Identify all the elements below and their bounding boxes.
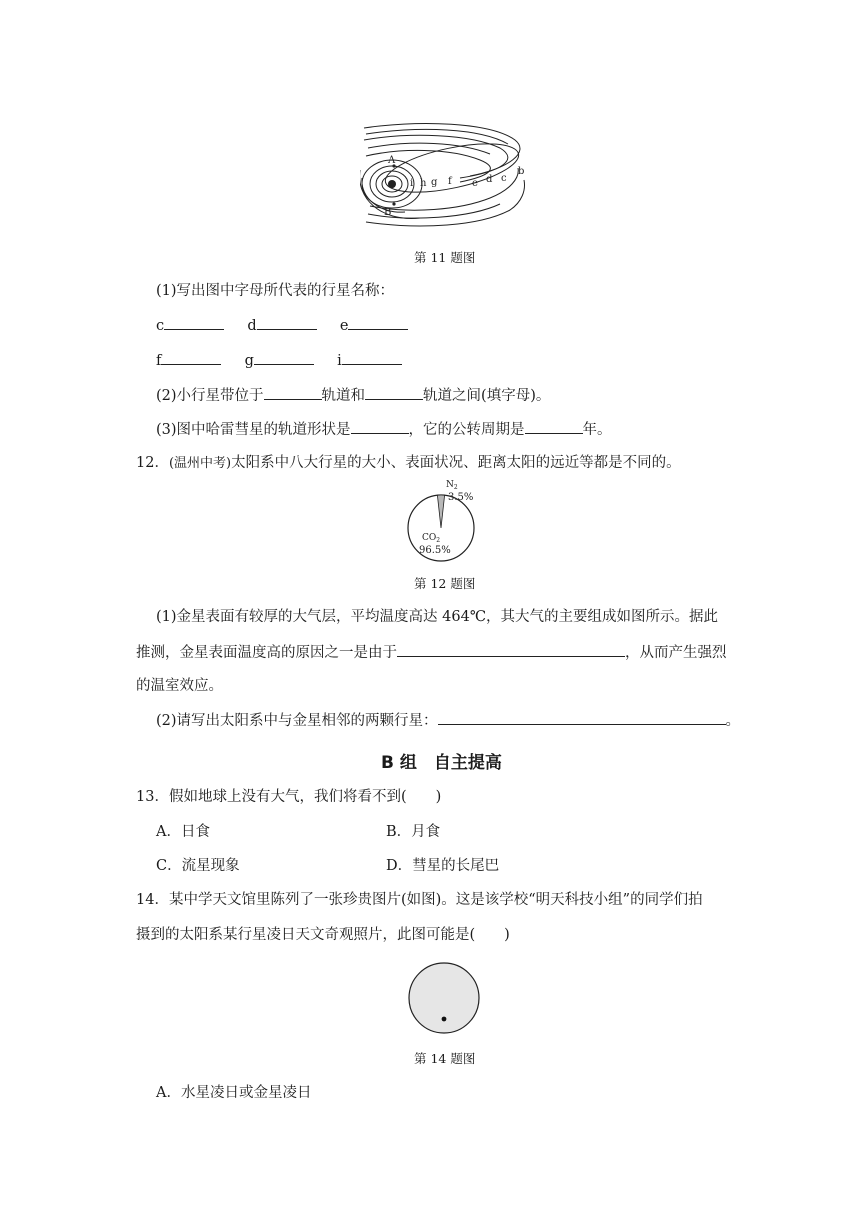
q13-option-d[interactable]: D．彗星的长尾巴 xyxy=(386,858,500,874)
q12-part1-line3: 的温室效应。 xyxy=(136,678,223,694)
fig11-label-A: A xyxy=(388,155,396,166)
q11-label-e: e xyxy=(339,318,349,334)
fig11-label-O: O xyxy=(388,180,397,191)
q14-stem-line1: 14．某中学天文馆里陈列了一张珍贵图片(如图)。这是该学校“明天科技小组”的同学们拍 xyxy=(136,892,703,908)
q11-label-f: f xyxy=(156,353,162,369)
fig11-label-B: B xyxy=(384,207,392,218)
figure-11-orbits xyxy=(360,118,530,234)
q11-part1: (1)写出图中字母所代表的行星名称： xyxy=(156,283,395,299)
q12-part2-text-b: 。 xyxy=(725,713,741,729)
pie-value-co2: 96.5% xyxy=(419,545,451,556)
q12-part1-line1: (1)金星表面有较厚的大气层，平均温度高达 464℃，其大气的主要组成如图所示。据此 xyxy=(156,609,719,625)
q13-stem: 13．假如地球上没有大气，我们将看不到( ) xyxy=(136,789,442,805)
q12-part1-text-b: ，从而产生强烈 xyxy=(625,645,727,661)
fig11-label-d: d xyxy=(486,174,493,185)
q11-part3-text-a: (3)图中哈雷彗星的轨道形状是 xyxy=(156,422,351,438)
figure-12-caption: 第 12 题图 xyxy=(414,576,476,591)
q11-label-i: i xyxy=(337,353,342,369)
q11-part2-text-c: 轨道之间(填字母)。 xyxy=(423,388,551,404)
q12-part1-text-a: 推测，金星表面温度高的原因之一是由于 xyxy=(136,645,397,661)
q11-blanks-row2 xyxy=(156,350,402,371)
q13-option-c[interactable]: C．流星现象 xyxy=(156,858,240,874)
q11-part3-blank-2[interactable] xyxy=(525,419,583,434)
q11-part3-text-b: ，它的公转周期是 xyxy=(408,422,525,438)
q11-blank-e[interactable] xyxy=(348,315,408,330)
q12-source: (温州中考) xyxy=(168,456,232,471)
fig11-label-f: f xyxy=(448,176,452,187)
q11-blank-g[interactable] xyxy=(254,350,314,365)
q12-part2 xyxy=(156,710,740,731)
q11-part3-blank-1[interactable] xyxy=(351,419,409,434)
q11-label-c: c xyxy=(156,318,165,334)
q12-stem xyxy=(136,453,681,474)
q11-blanks-row1 xyxy=(156,315,408,336)
fig11-label-e: e xyxy=(472,178,478,189)
fig11-label-g: g xyxy=(431,177,438,188)
figure-14-caption: 第 14 题图 xyxy=(414,1051,476,1066)
q11-label-g: g xyxy=(244,353,254,369)
q12-part1-blank[interactable] xyxy=(397,642,625,657)
q11-label-d: d xyxy=(247,318,257,334)
q14-option-a[interactable]: A．水星凌日或金星凌日 xyxy=(156,1085,312,1101)
q11-blank-d[interactable] xyxy=(257,315,317,330)
q11-blank-f[interactable] xyxy=(161,350,221,365)
pie-label-co2: $CO_2$ xyxy=(422,533,441,544)
q11-part2-blank-1[interactable] xyxy=(264,385,322,400)
sun-disk xyxy=(409,963,479,1033)
q13-option-a[interactable]: A．日食 xyxy=(156,824,210,840)
figure-12-pie-chart xyxy=(400,476,490,566)
q11-part2 xyxy=(156,385,550,406)
q11-part2-text-a: (2)小行星带位于 xyxy=(156,388,264,404)
q13-option-b[interactable]: B．月食 xyxy=(386,824,441,840)
q12-part2-text-a: (2)请写出太阳系中与金星相邻的两颗行星： xyxy=(156,713,438,729)
pie-value-n2: 3.5% xyxy=(448,492,474,503)
figure-11-caption: 第 11 题图 xyxy=(414,250,476,265)
q12-part1-line2 xyxy=(136,642,727,663)
pie-label-n2: $N_2$ xyxy=(446,480,458,491)
q11-part3-text-c: 年。 xyxy=(582,422,612,438)
q11-blank-i[interactable] xyxy=(342,350,402,365)
planet-dot xyxy=(442,1017,447,1022)
q12-part2-blank[interactable] xyxy=(438,710,726,725)
fig11-label-c: c xyxy=(501,173,507,184)
fig11-label-b: b xyxy=(518,166,525,177)
q12-stem-text: 太阳系中八大行星的大小、表面状况、距离太阳的远近等都是不同的。 xyxy=(231,455,681,471)
q11-blank-c[interactable] xyxy=(164,315,224,330)
q14-stem-line2: 摄到的太阳系某行星凌日天文奇观照片，此图可能是( ) xyxy=(136,927,510,943)
section-b-title: B 组 自主提高 xyxy=(381,753,502,773)
fig11-label-h: h xyxy=(420,178,427,189)
q11-part3 xyxy=(156,419,612,440)
q11-part2-text-b: 轨道和 xyxy=(321,388,366,404)
fig11-label-i: i xyxy=(410,178,414,189)
q12-number: 12． xyxy=(136,455,169,471)
figure-14-transit xyxy=(404,960,484,1040)
q11-part2-blank-2[interactable] xyxy=(365,385,423,400)
